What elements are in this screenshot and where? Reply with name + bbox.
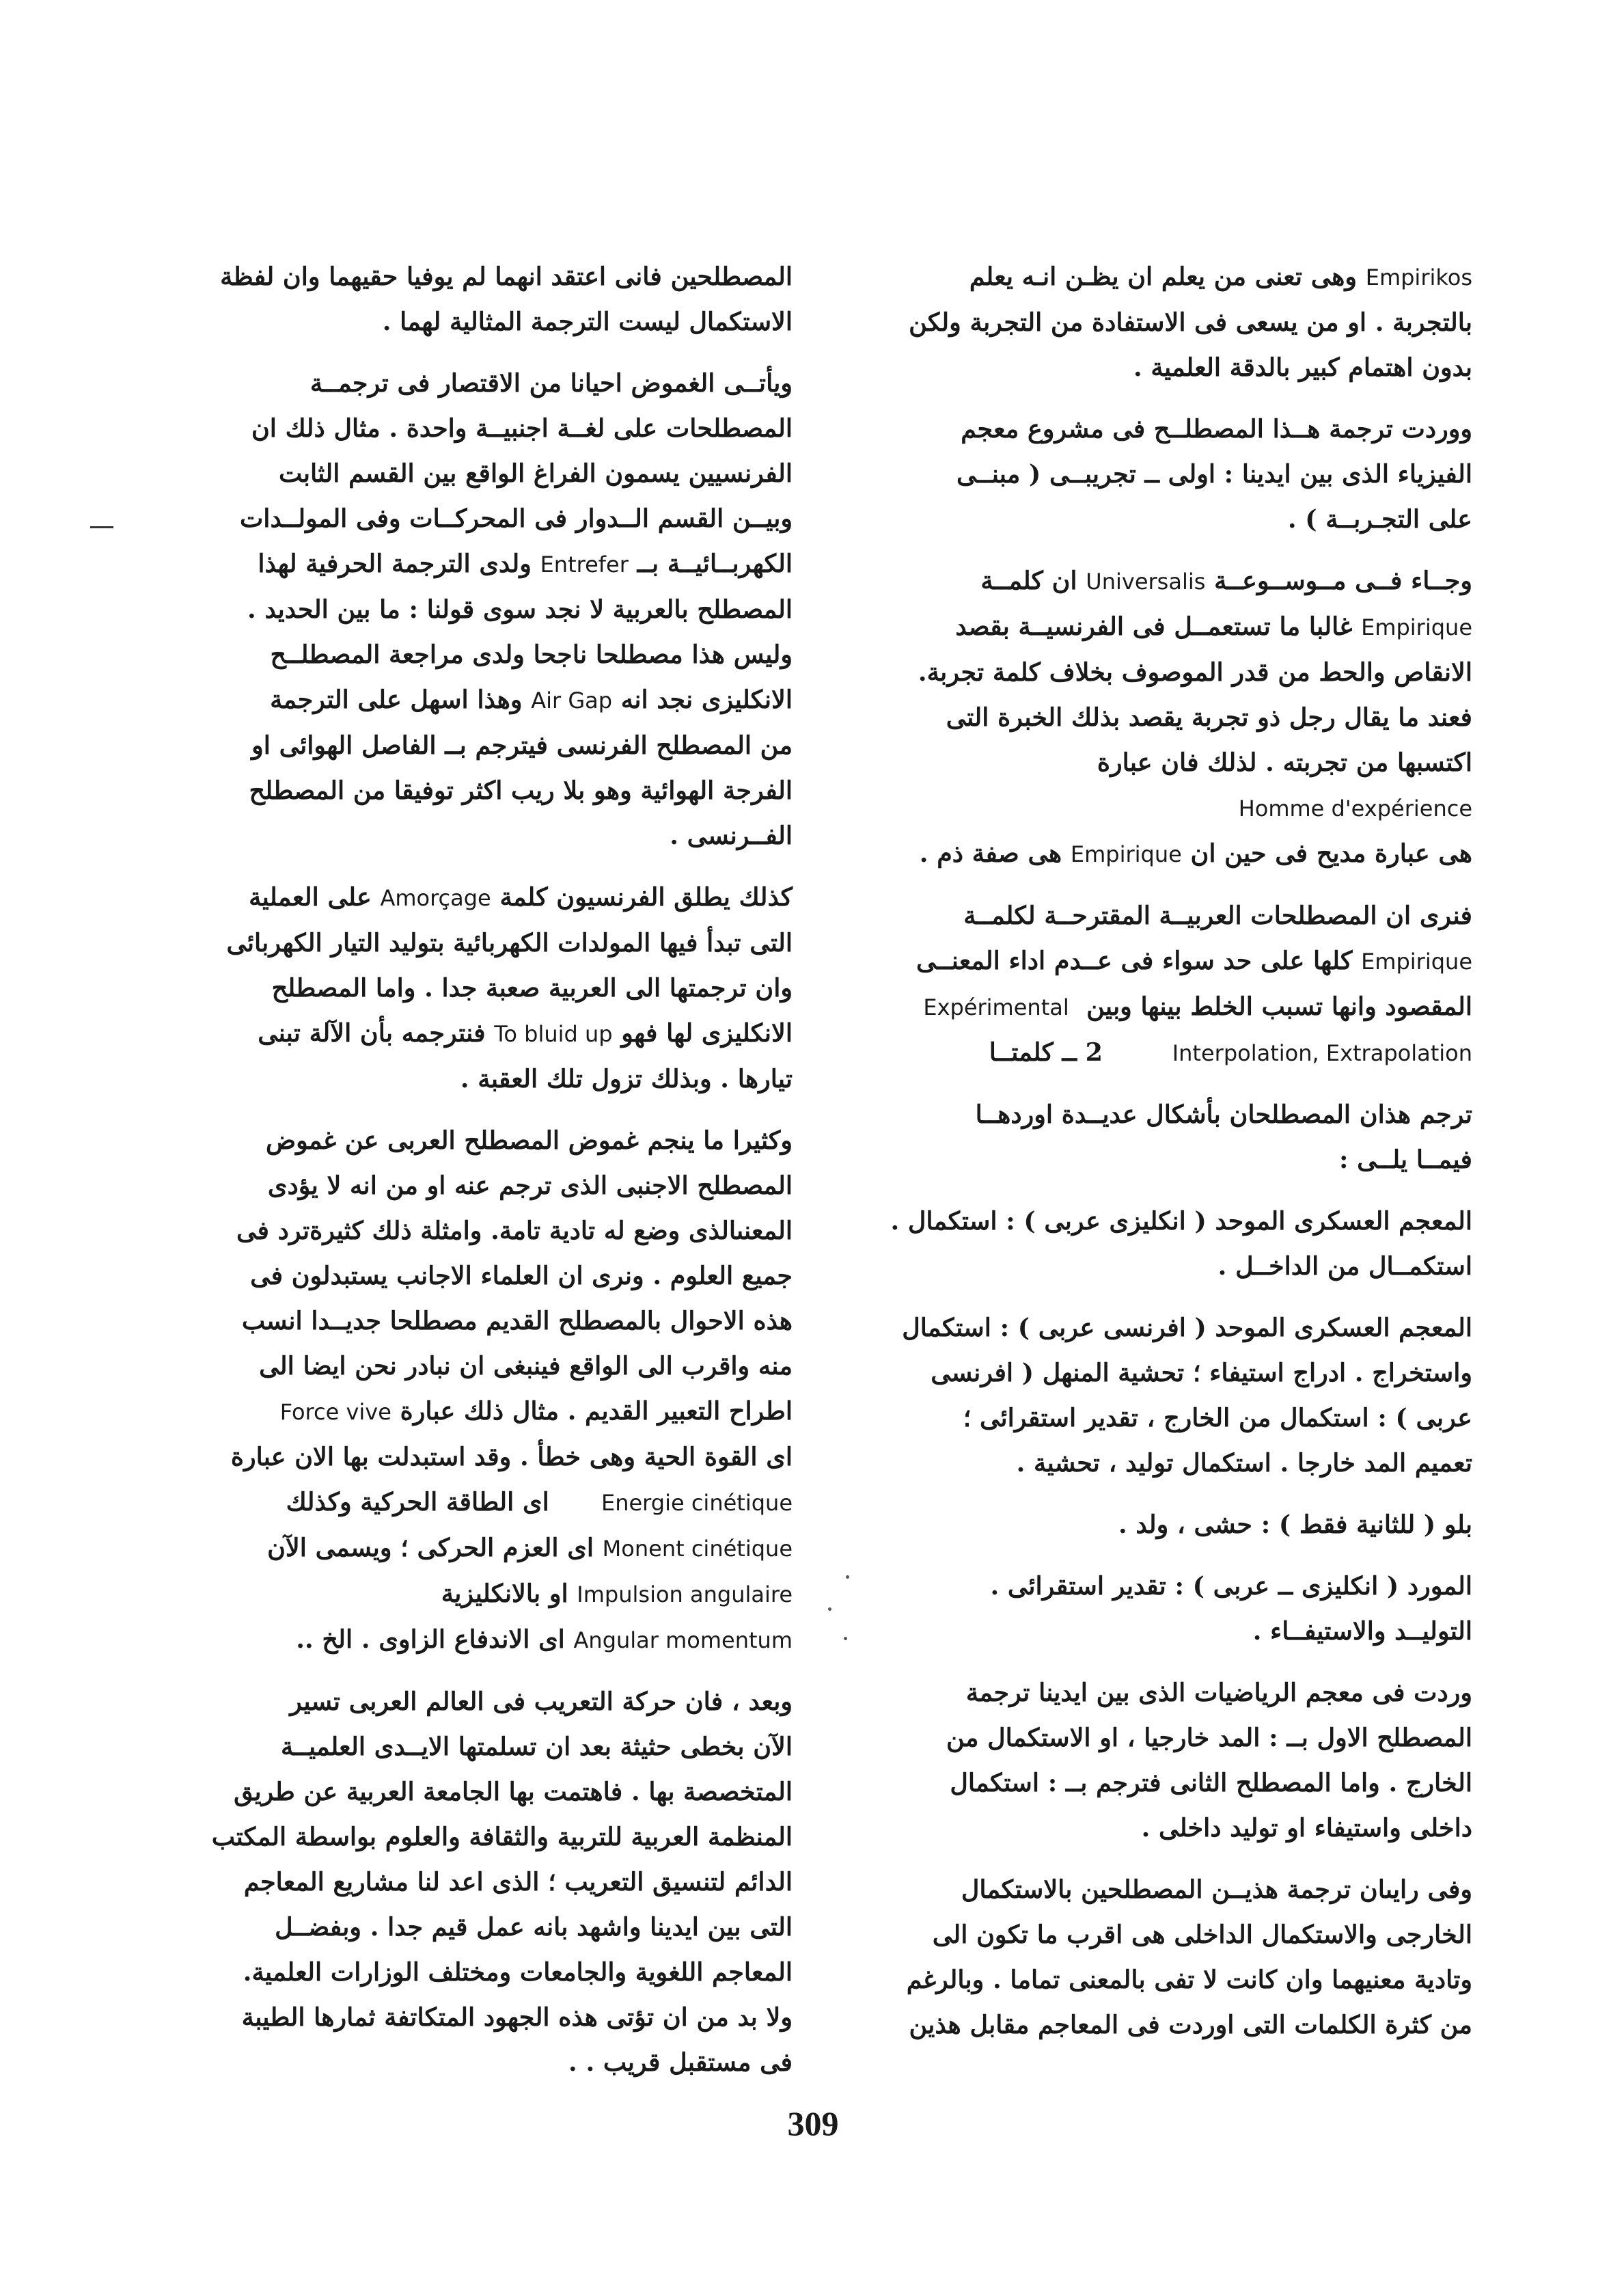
text-line: المصطلح الاول بــ : المد خارجيا ، او الاستكمال من [946,1723,1472,1752]
text-line: المنظمة العربية للتربية والثقافة والعلوم بواسطة المكتب [211,1822,793,1851]
paragraph [847,407,1472,542]
text-line: واستخراج . ادراج استيفاء ؛ تحشية المنهل ( افرنسى [931,1358,1472,1387]
text-line: من كثرة الكلمات التى اوردت فى المعاجم مقابل هذين [909,2010,1472,2039]
text-line: بالتجربة . او من يسعى فى الاستفادة من التجربة ولكن [909,308,1472,337]
paragraph [847,893,1472,1076]
paragraph [847,1092,1472,1182]
paragraph [163,254,793,344]
paragraph [847,1502,1472,1547]
text-line: ويأتــى الغموض احيانا من الاقتصار فى ترجمــة [309,368,793,398]
text-line: الانقاص والحط من قدر الموصوف بخلاف كلمة تجربة. [918,657,1472,687]
text-line: وكثيرا ما ينجم غموض المصطلح العربى عن غموض [265,1126,793,1155]
paragraph [163,1118,793,1663]
text-line: Impulsion angulaire او بالانكليزية [441,1579,793,1608]
text-line: بلو ( للثانية فقط ) : حشى ، ولد . [1118,1510,1472,1539]
text-line: فيمــا يلــى : [1338,1145,1472,1174]
text-line: Empirikos وهى تعنى من يعلم ان يظـن انـه يعلم [969,262,1472,291]
text-line: على التجـربــة ) . [1287,504,1472,534]
text-line: Empirique كلها على حد سواء فى عــدم اداء المعنــى [916,946,1472,975]
text-line: الفيزياء الذى بين ايدينا : اولى ــ تجريبــى ( مبنــى [956,459,1472,489]
text-line: ولا بد من ان تؤتى هذه الجهود المتكاتفة ثمارها الطيبة [241,2002,793,2032]
paragraph [847,558,1472,877]
text-line: من المصطلح الفرنسى فيترجم بــ الفاصل الهوائى او [251,731,793,760]
text-line: منه واقرب الى الواقع فينبغى ان نبادر نحن ايضا الى [259,1351,793,1381]
paragraph [847,1305,1472,1486]
paragraph [163,1679,793,2085]
margin-mark [90,526,113,528]
text-line: تيارها . وبذلك تزول تلك العقبة . [460,1064,793,1093]
text-line: الخارجى والاستكمال الداخلى هى اقرب ما تكون الى [932,1920,1472,1949]
text-line: الاستكمال ليست الترجمة المثالية لهما . [382,307,793,336]
text-line: المتخصصة بها . فاهتمت بها الجامعة العربية عن طريق [234,1777,793,1806]
text-line: وفى رايىان ترجمة هذيــن المصطلحين بالاستكمال [961,1875,1472,1904]
text-line: المصطلح الاجنبى الذى ترجم عنه او من انه لا يؤدى [267,1171,793,1200]
text-line: الفرنسيين يسمون الفراغ الواقع بين القسم الثابت [279,459,793,488]
text-line: المعجم العسكرى الموحد ( افرنسى عربى ) : استكمال [902,1313,1472,1342]
text-line: وبعد ، فان حركة التعريب فى العالم العربى تسير [290,1687,793,1716]
paragraph [847,1670,1472,1851]
text-line: وبيــن القسم الــدوار فى المحركــات وفى المولــدات [239,504,793,533]
text-line: المعاجم اللغوية والجامعات ومختلف الوزارات العلمية. [243,1957,793,1987]
text-line: الانكليزى لها فهو To bluid up فنترجمه بأن الآلة تبنى [258,1018,793,1048]
text-line: الدائم لتنسيق التعريب ؛ الذى اعد لنا مشاريع المعاجم [243,1867,793,1896]
text-line: وتادية معنيهما وان كانت لا تفى بالمعنى تماما . وبالرغم [906,1965,1472,1994]
text-line: وجــاء فــى مــوســوعــة Universalis ان كلمــة [980,566,1472,595]
text-line: المعنىالذى وضع له تادية تامة. وامثلة ذلك كثيرةترد فى [236,1216,793,1245]
text-line: Angular momentum اى الاندفاع الزاوى . الخ .. [296,1624,793,1654]
text-line: Interpolation, Extrapolation 2 ــ كلمتــا [989,1037,1472,1067]
text-line: الخارج . واما المصطلح الثانى فترجم بــ : استكمال [950,1768,1472,1797]
paragraph [847,1199,1472,1289]
paragraph [847,254,1472,390]
text-line: فعند ما يقال رجل ذو تجربة يقصد بذلك الخبرة التى [946,703,1472,732]
text-line: وليس هذا مصطلحا ناجحا ولدى مراجعة المصطلــح [270,640,793,669]
text-line: وردت فى معجم الرياضيات الذى بين ايدينا ترجمة [965,1678,1472,1707]
text-line: ترجم هذان المصطلحان بأشكال عديــدة اوردهــا [975,1100,1472,1129]
text-line: وان ترجمتها الى العربية صعبة جدا . واما المصطلح [271,973,793,1003]
text-line: ووردت ترجمة هــذا المصطلــح فى مشروع معجم [961,414,1472,444]
paragraph [163,361,793,858]
text-line: Monent cinétique اى العزم الحركى ؛ ويسمى الآن [267,1533,793,1562]
left-text-column [163,254,793,2102]
text-line: استكمــال من الداخــل . [1217,1251,1472,1281]
text-line: الانكليزى نجد انه Air Gap وهذا اسهل على الترجمة [270,685,793,714]
text-line: هى عبارة مديح فى حين ان Empirique هى صفة ذم . [919,839,1472,868]
text-line: المعجم العسكرى الموحد ( انكليزى عربى ) : استكمال . [890,1206,1472,1236]
text-line: المصطلح بالعربية لا نجد سوى قولنا : ما بين الحديد . [247,595,793,624]
text-line: التوليــد والاستيفــاء . [1252,1616,1472,1646]
text-line: الفــرنسى . [670,821,793,850]
text-line: المورد ( انكليزى ــ عربى ) : تقدير استقرائى . [990,1571,1472,1601]
paragraph [847,1867,1472,2048]
text-line: فى مستقبل قريب . . [568,2048,793,2077]
text-line: تعميم المد خارجا . استكمال توليد ، تحشية . [1016,1448,1472,1478]
page-number: 309 [787,2104,839,2143]
text-line: اطراح التعبير القديم . مثال ذلك عبارة Force vive [279,1396,793,1426]
text-line: التى بين ايدينا واشهد بانه عمل قيم جدا . وبفضــل [275,1912,793,1942]
text-line: اى القوة الحية وهى خطأ . وقد استبدلت بها الان عبارة [230,1442,793,1471]
text-line: اكتسبها من تجربته . لذلك فان عبارة [1097,748,1472,777]
text-line: Homme d'expérience [1238,796,1472,821]
scan-speck [828,1607,831,1611]
text-line: هذه الاحوال بالمصطلح القديم مصطلحا جديــدا انسب [241,1306,793,1335]
paragraph [163,875,793,1102]
text-line: الفرجة الهوائية وهو بلا ريب اكثر توفيقا من المصطلح [249,776,793,805]
text-line: Empirique غالبا ما تستعمــل فى الفرنسيــة بقصد [955,612,1472,641]
text-line: عربى ) : استكمال من الخارج ، تقدير استقرائى ؛ [963,1403,1472,1432]
text-line: فنرى ان المصطلحات العربيــة المقترحــة لكلمــة [963,901,1472,930]
text-line: التى تبدأ فيها المولدات الكهربائية بتوليد التيار الكهربائى [226,928,793,957]
text-line: جميع العلوم . ونرى ان العلماء الاجانب يستبدلون فى [250,1261,793,1290]
text-line: المقصود وانها تسبب الخلط بينها وبين Expérimental [923,992,1472,1021]
text-line: Energie cinétique اى الطاقة الحركية وكذلك [286,1487,793,1517]
text-line: المصطلحين فانى اعتقد انهما لم يوفيا حقيهما وان لفظة [220,262,793,291]
text-line: بدون اهتمام كبير بالدقة العلمية . [1133,353,1472,382]
text-line: داخلى واستيفاء او توليد داخلى . [1141,1813,1472,1843]
text-line: الآن بخطى حثيثة بعد ان تسلمتها الايــدى العلميــة [281,1732,793,1761]
right-text-column [847,254,1472,2064]
paragraph [847,1564,1472,1654]
text-line: المصطلحات على لغــة اجنبيــة واحدة . مثال ذلك ان [251,413,793,443]
text-line: كذلك يطلق الفرنسيون كلمة Amorçage على العملية [249,882,793,912]
text-line: الكهربــائيــة بــ Entrefer ولدى الترجمة الحرفية لهذا [258,549,793,578]
